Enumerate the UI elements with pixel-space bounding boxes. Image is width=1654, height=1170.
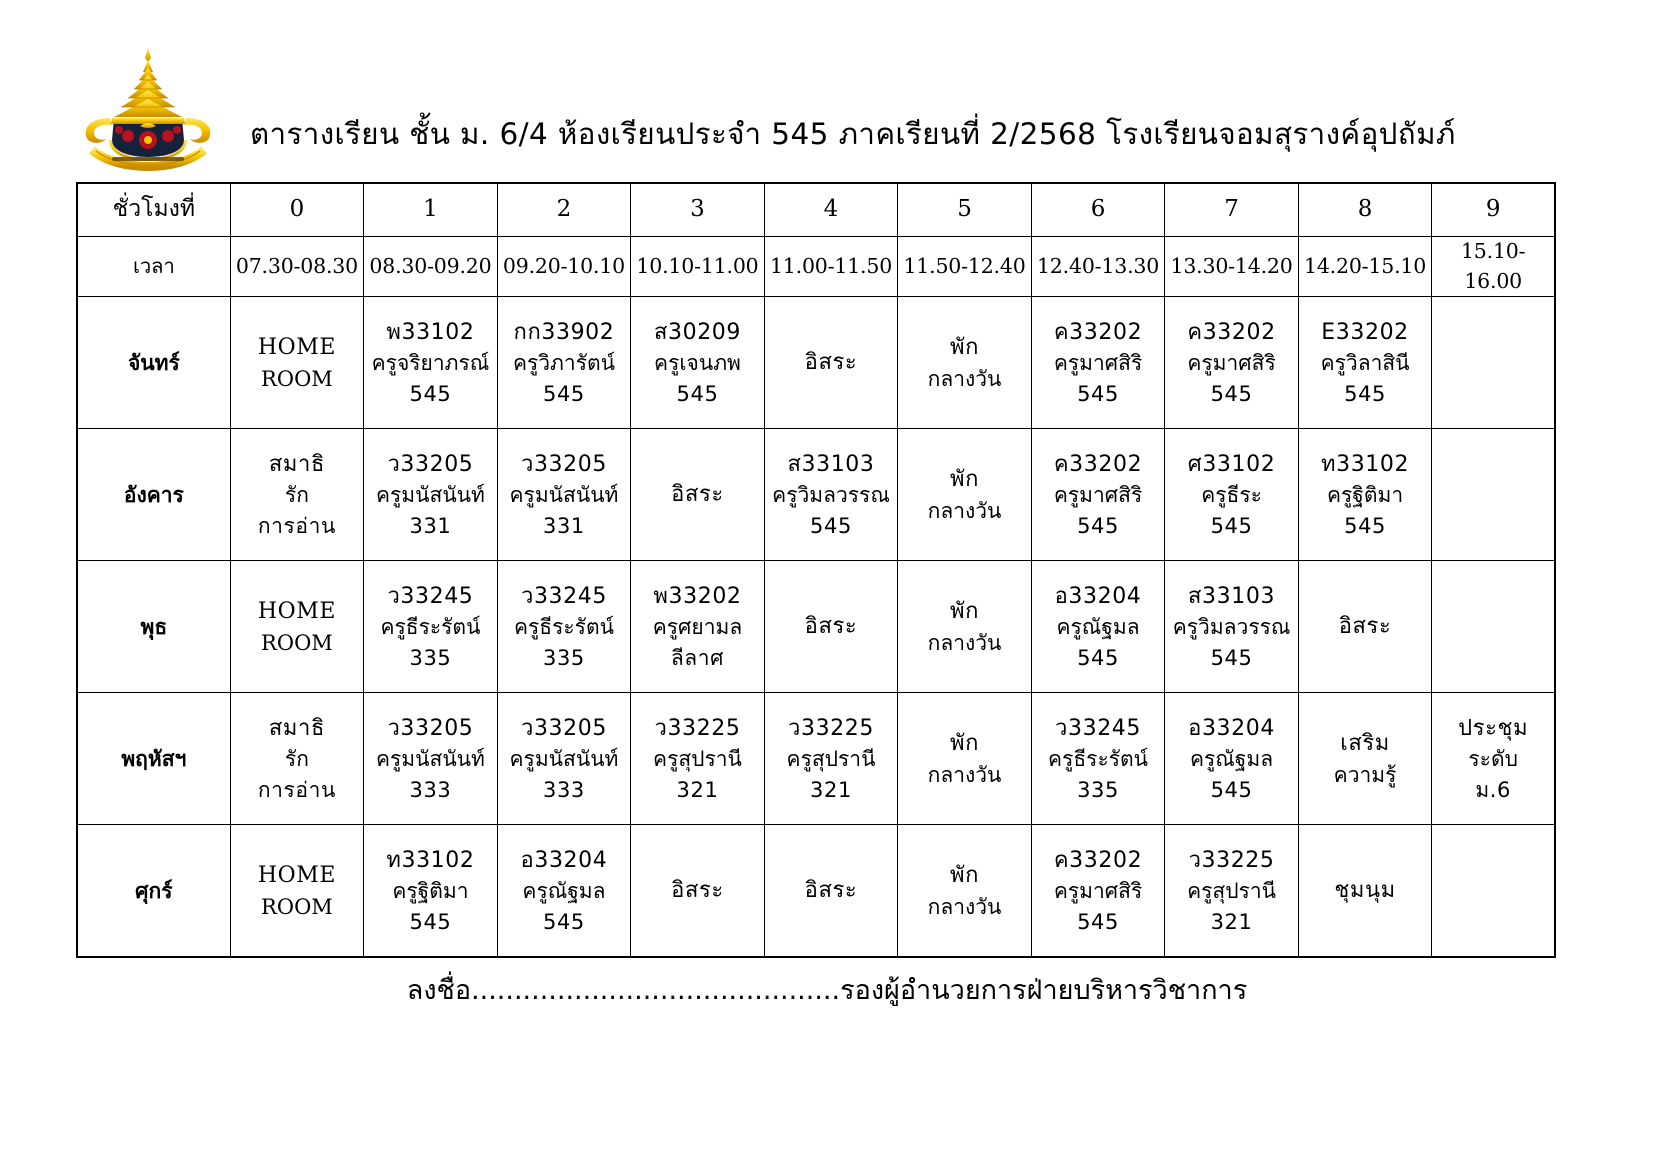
hour-header-cell: 7 (1165, 183, 1299, 237)
schedule-cell (497, 693, 631, 825)
subject-code: ว33245 (520, 583, 607, 609)
subject-code: ว33245 (1055, 715, 1141, 741)
teacher-name: ครูเจนภพ (654, 351, 741, 376)
time-range-cell: 12.40-13.30 (1031, 237, 1165, 297)
subject-code: ว33225 (654, 715, 741, 741)
room-number: 545 (1210, 513, 1253, 538)
room-number: 545 (409, 909, 452, 934)
schedule-cell (364, 693, 498, 825)
schedule-cell (364, 297, 498, 429)
teacher-name: ครูสุปรานี (786, 747, 876, 772)
subject-code: อิสระ (1338, 613, 1392, 639)
schedule-cell (230, 297, 364, 429)
schedule-cell (898, 693, 1032, 825)
schedule-cell-content (631, 825, 764, 956)
schedule-cell-content (898, 693, 1031, 824)
subject-code: พ33202 (653, 583, 742, 609)
teacher-name: กลางวัน (927, 630, 1002, 655)
hours-label: ชั่วโมงที่ (77, 183, 230, 237)
schedule-cell-content (631, 297, 764, 428)
hour-header-cell: 1 (364, 183, 498, 237)
day-name-cell: จันทร์ (77, 297, 230, 429)
schedule-cell (1165, 429, 1299, 561)
room-number: 545 (409, 381, 452, 406)
subject-code: อ33204 (1188, 715, 1275, 741)
schedule-cell-content (231, 825, 364, 956)
teacher-name: ครูวิลาสินี (1320, 351, 1410, 376)
schedule-cell (764, 693, 898, 825)
schedule-cell (1298, 693, 1432, 825)
schedule-cell-content (898, 825, 1031, 956)
schedule-cell (230, 561, 364, 693)
day-name-cell: พุธ (77, 561, 230, 693)
schedule-cell-content (231, 693, 364, 824)
page-title: ตารางเรียน ชั้น ม. 6/4 ห้องเรียนประจำ 545 ภาคเรียนที่ 2/2568 โรงเรียนจอมสุรางค์อุปถัมภ์ (250, 117, 1456, 151)
teacher-name: ครูณัฐมล (1189, 747, 1274, 772)
room-number: 545 (1077, 513, 1119, 538)
teacher-name: ครูธีระรัตน์ (513, 615, 614, 640)
teacher-name: ครูธีระ (1201, 483, 1262, 508)
header-row-hours (77, 183, 1555, 237)
schedule-cell-content (1165, 297, 1298, 428)
room-number: 545 (1210, 645, 1253, 670)
schedule-cell-content (898, 429, 1031, 560)
schedule-cell-content (1299, 429, 1432, 560)
teacher-name: ครูธีระรัตน์ (380, 615, 481, 640)
subject-code: สมาธิ (268, 451, 325, 477)
timetable-container (76, 182, 1556, 958)
teacher-name: ความรู้ (1333, 762, 1397, 787)
schedule-cell (764, 297, 898, 429)
schedule-cell-content (898, 297, 1031, 428)
subject-code: HOME (257, 598, 337, 624)
hour-header-cell: 2 (497, 183, 631, 237)
schedule-cell-content (1299, 297, 1432, 428)
hour-header-cell: 0 (230, 183, 364, 237)
schedule-cell-content (631, 561, 764, 692)
room-number: 545 (1210, 777, 1253, 802)
time-range-cell: 08.30-09.20 (364, 237, 498, 297)
subject-code: พัก (949, 334, 980, 360)
time-range-cell: 11.00-11.50 (764, 237, 898, 297)
subject-code: อิสระ (804, 349, 858, 375)
subject-code: ว33205 (387, 451, 474, 477)
schedule-cell (1432, 429, 1555, 561)
schedule-cell-content (498, 825, 631, 956)
room-number: 545 (676, 381, 719, 406)
schedule-cell (497, 825, 631, 958)
schedule-cell (1298, 825, 1432, 958)
subject-code: อิสระ (671, 877, 724, 903)
schedule-cell (1165, 561, 1299, 693)
subject-code: ว33225 (1188, 847, 1275, 873)
subject-code: พัก (949, 598, 980, 624)
room-number: ลีลาศ (670, 645, 725, 670)
subject-code: HOME (257, 334, 337, 360)
teacher-name: ครูมาศสิริ (1053, 879, 1143, 904)
schedule-cell (1031, 297, 1165, 429)
subject-code: อิสระ (804, 877, 858, 903)
schedule-cell-content (364, 693, 497, 824)
schedule-cell-content (231, 297, 364, 428)
schedule-cell-content (765, 825, 898, 956)
subject-code: ค33202 (1053, 319, 1143, 345)
room-number: 331 (543, 513, 585, 538)
schedule-cell (631, 297, 765, 429)
schedule-cell-content (1165, 561, 1298, 692)
hour-header-cell: 6 (1031, 183, 1165, 237)
schedule-cell-content (1299, 825, 1432, 956)
room-number: 333 (543, 777, 585, 802)
schedule-cell (898, 825, 1032, 958)
time-range-cell: 15.10-16.00 (1432, 237, 1555, 297)
schedule-cell-content (498, 429, 631, 560)
room-number: 545 (1077, 909, 1119, 934)
schedule-cell-content (1432, 297, 1554, 428)
hour-header-cell: 8 (1298, 183, 1432, 237)
time-range-cell: 09.20-10.10 (497, 237, 631, 297)
subject-code: ว33205 (520, 451, 607, 477)
schedule-cell (364, 825, 498, 958)
timetable (76, 182, 1556, 958)
schedule-cell (764, 429, 898, 561)
schedule-cell-content (631, 429, 764, 560)
subject-code: อิสระ (671, 481, 724, 507)
schedule-cell-content (1432, 693, 1554, 824)
schedule-cell (898, 561, 1032, 693)
subject-code: พัก (949, 862, 980, 888)
teacher-name: ครูฐิติมา (392, 879, 469, 904)
schedule-cell-content (898, 561, 1031, 692)
time-range-cell: 07.30-08.30 (230, 237, 364, 297)
subject-code: พัก (949, 730, 980, 756)
table-row (77, 429, 1555, 561)
schedule-cell (1165, 825, 1299, 958)
teacher-name: ระดับ (1468, 747, 1518, 772)
room-number: 321 (1210, 909, 1253, 934)
teacher-name: ครูวิมลวรรณ (1172, 615, 1291, 640)
schedule-cell (497, 561, 631, 693)
subject-code: ประชุม (1458, 715, 1529, 741)
teacher-name: รัก (284, 483, 309, 508)
schedule-cell-content (1032, 561, 1165, 692)
room-number: 545 (1344, 513, 1386, 538)
schedule-cell (230, 429, 364, 561)
subject-code: ค33202 (1187, 319, 1276, 345)
time-range-cell: 13.30-14.20 (1165, 237, 1299, 297)
subject-code: E33202 (1321, 319, 1409, 345)
schedule-cell-content (498, 561, 631, 692)
teacher-name: ROOM (261, 366, 333, 391)
schedule-cell (1298, 297, 1432, 429)
schedule-cell-content (1165, 825, 1298, 956)
subject-code: ว33205 (387, 715, 474, 741)
teacher-name: ครูธีระรัตน์ (1048, 747, 1149, 772)
schedule-cell-content (765, 693, 898, 824)
subject-code: อ33204 (1054, 583, 1142, 609)
subject-code: ชุมนุม (1334, 877, 1396, 903)
subject-code: ว33245 (387, 583, 474, 609)
schedule-cell-content (1299, 561, 1432, 692)
schedule-cell (364, 561, 498, 693)
schedule-cell-content (1032, 825, 1165, 956)
schedule-cell-content (765, 429, 898, 560)
schedule-cell (1165, 693, 1299, 825)
schedule-cell (764, 825, 898, 958)
teacher-name: ครูจริยาภรณ์ (371, 351, 490, 376)
document-header (0, 0, 1654, 182)
schedule-cell-content (364, 825, 497, 956)
teacher-name: ครูสุปรานี (653, 747, 742, 772)
schedule-cell (497, 297, 631, 429)
teacher-name: กลางวัน (927, 366, 1002, 391)
schedule-cell-content (1432, 561, 1554, 692)
room-number: การอ่าน (257, 777, 336, 802)
schedule-cell-content (231, 429, 364, 560)
schedule-cell (230, 693, 364, 825)
subject-code: อ33204 (520, 847, 608, 873)
subject-code: ค33202 (1053, 451, 1143, 477)
schedule-cell-content (1432, 429, 1554, 560)
schedule-cell (497, 429, 631, 561)
teacher-name: ครูมนัสนันท์ (375, 747, 485, 772)
school-emblem-logo (78, 44, 218, 174)
teacher-name: กลางวัน (927, 498, 1002, 523)
room-number: 545 (1077, 381, 1119, 406)
schedule-cell-content (765, 297, 898, 428)
teacher-name: ROOM (261, 894, 333, 919)
schedule-cell-content (631, 693, 764, 824)
room-number: ม.6 (1475, 777, 1511, 802)
hour-header-cell: 3 (631, 183, 765, 237)
room-number: 335 (409, 645, 452, 670)
schedule-cell (1432, 297, 1555, 429)
schedule-cell (1432, 693, 1555, 825)
table-row (77, 297, 1555, 429)
subject-code: ส33103 (1188, 583, 1276, 609)
schedule-cell-content (231, 561, 364, 692)
time-label: เวลา (77, 237, 230, 297)
subject-code: พัก (949, 466, 980, 492)
teacher-name: ครูณัฐมล (522, 879, 606, 904)
day-name-cell: อังคาร (77, 429, 230, 561)
schedule-cell (631, 561, 765, 693)
teacher-name: ครูวิภารัตน์ (512, 351, 615, 376)
schedule-cell (631, 693, 765, 825)
schedule-cell (898, 297, 1032, 429)
schedule-cell-content (364, 429, 497, 560)
table-row (77, 693, 1555, 825)
schedule-cell (1298, 429, 1432, 561)
schedule-cell-content (498, 297, 631, 428)
subject-code: ส33103 (787, 451, 875, 477)
subject-code: กก33902 (513, 319, 615, 345)
schedule-cell-content (498, 693, 631, 824)
schedule-cell-content (1299, 693, 1432, 824)
schedule-cell (898, 429, 1032, 561)
time-range-cell: 14.20-15.10 (1298, 237, 1432, 297)
subject-code: ส30209 (653, 319, 741, 345)
room-number: 321 (676, 777, 719, 802)
room-number: 545 (810, 513, 852, 538)
teacher-name: ครูมนัสนันท์ (509, 483, 619, 508)
teacher-name: ครูศยามล (652, 615, 743, 640)
teacher-name: ครูมาศสิริ (1187, 351, 1276, 376)
schedule-cell-content (1032, 297, 1165, 428)
schedule-cell (1031, 825, 1165, 958)
room-number: 545 (1077, 645, 1119, 670)
room-number: 545 (543, 381, 585, 406)
day-name-cell: ศุกร์ (77, 825, 230, 958)
teacher-name: รัก (284, 747, 309, 772)
room-number: 321 (810, 777, 852, 802)
schedule-cell (1031, 693, 1165, 825)
room-number: 333 (409, 777, 452, 802)
room-number: 545 (1210, 381, 1253, 406)
subject-code: ว33205 (520, 715, 607, 741)
schedule-cell-content (364, 297, 497, 428)
schedule-cell-content (1032, 429, 1165, 560)
schedule-cell (764, 561, 898, 693)
room-number: 545 (543, 909, 585, 934)
schedule-cell (1031, 429, 1165, 561)
room-number: 335 (543, 645, 585, 670)
table-row (77, 561, 1555, 693)
schedule-cell (631, 429, 765, 561)
subject-code: ค33202 (1053, 847, 1143, 873)
schedule-cell (1298, 561, 1432, 693)
room-number: 335 (1077, 777, 1119, 802)
hour-header-cell: 5 (898, 183, 1032, 237)
schedule-cell (1432, 561, 1555, 693)
schedule-cell (1165, 297, 1299, 429)
schedule-cell (230, 825, 364, 958)
teacher-name: กลางวัน (927, 762, 1002, 787)
room-number: การอ่าน (257, 513, 336, 538)
room-number: 545 (1344, 381, 1386, 406)
signature-line: ลงชื่อ...........................................รองผู้อำนวยการฝ่ายบริหารวิชาการ (406, 975, 1248, 1006)
hour-header-cell: 9 (1432, 183, 1555, 237)
subject-code: ท33102 (1321, 451, 1410, 477)
schedule-cell (631, 825, 765, 958)
hour-header-cell: 4 (764, 183, 898, 237)
room-number: 331 (409, 513, 452, 538)
table-row (77, 825, 1555, 958)
time-range-cell: 10.10-11.00 (631, 237, 765, 297)
schedule-cell (1432, 825, 1555, 958)
teacher-name: ครูมนัสนันท์ (375, 483, 485, 508)
time-range-cell: 11.50-12.40 (898, 237, 1032, 297)
teacher-name: ครูสุปรานี (1187, 879, 1276, 904)
schedule-cell (1031, 561, 1165, 693)
subject-code: พ33102 (386, 319, 475, 345)
subject-code: เสริม (1340, 730, 1390, 756)
schedule-cell-content (1432, 825, 1554, 956)
subject-code: HOME (257, 862, 337, 888)
teacher-name: ครูณัฐมล (1056, 615, 1140, 640)
subject-code: ท33102 (386, 847, 475, 873)
schedule-cell-content (1165, 429, 1298, 560)
subject-code: ว33225 (788, 715, 874, 741)
subject-code: อิสระ (804, 613, 858, 639)
teacher-name: ครูฐิติมา (1326, 483, 1404, 508)
schedule-cell-content (765, 561, 898, 692)
teacher-name: ครูมาศสิริ (1053, 351, 1143, 376)
teacher-name: กลางวัน (927, 894, 1002, 919)
header-row-time (77, 237, 1555, 297)
schedule-cell (364, 429, 498, 561)
teacher-name: ROOM (261, 630, 333, 655)
schedule-cell-content (1165, 693, 1298, 824)
schedule-cell-content (1032, 693, 1165, 824)
teacher-name: ครูมนัสนันท์ (509, 747, 619, 772)
teacher-name: ครูมาศสิริ (1053, 483, 1143, 508)
subject-code: ศ33102 (1187, 451, 1276, 477)
subject-code: สมาธิ (268, 715, 325, 741)
day-name-cell: พฤหัสฯ (77, 693, 230, 825)
teacher-name: ครูวิมลวรรณ (772, 483, 890, 508)
schedule-cell-content (364, 561, 497, 692)
